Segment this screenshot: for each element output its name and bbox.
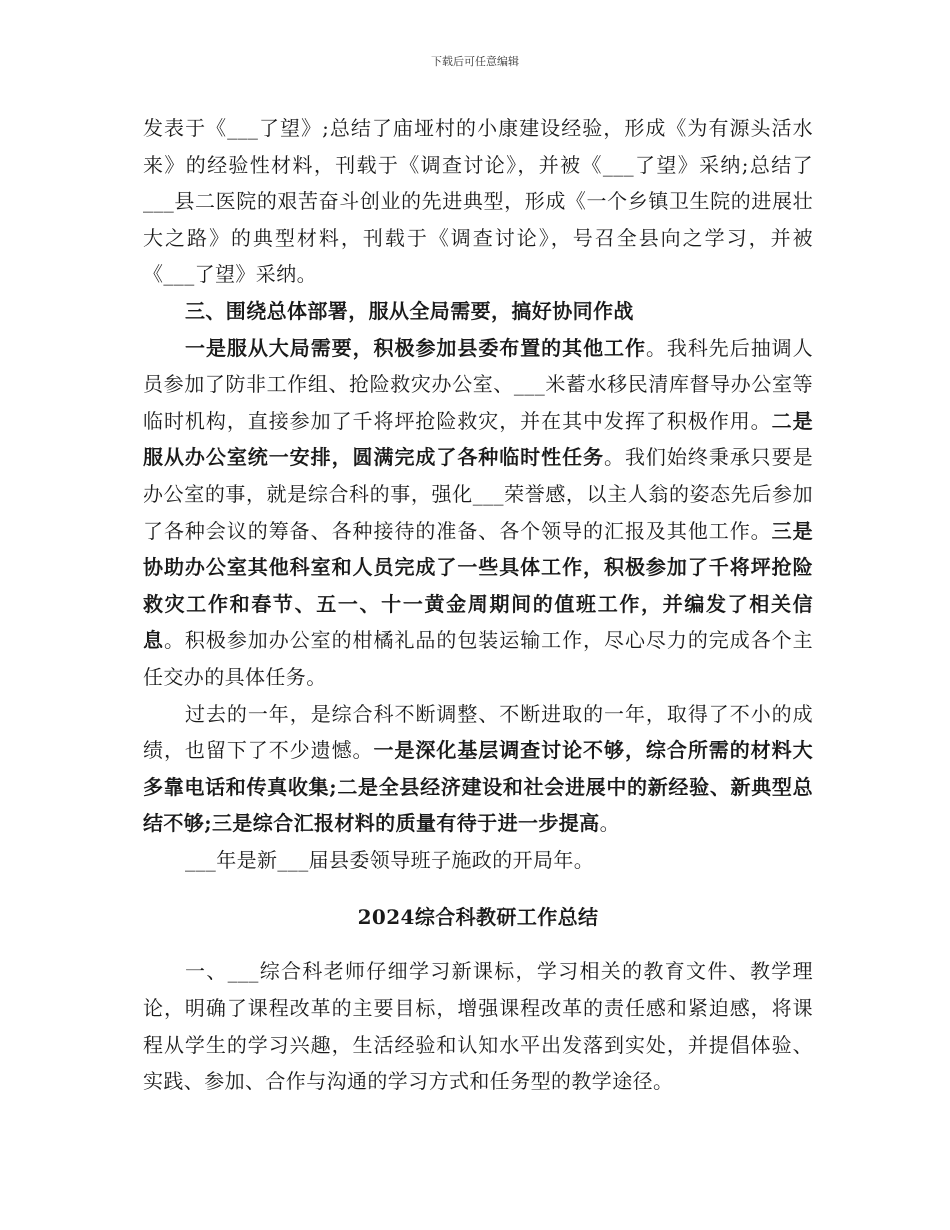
bold-point-1: 一是服从大局需要，积极参加县委布置的其他工作	[185, 335, 646, 360]
paragraph-new-year: ___年是新___届县委领导班子施政的开局年。	[185, 847, 595, 872]
paragraph-review	[143, 696, 813, 842]
paragraph-summary-continued: 发表于《___了望》;总结了庙垭村的小康建设经验，形成《为有源头活水来》的经验性材料，刊载于《调查讨论》，并被《___了望》采纳;总结了___县二医院的艰苦奋斗创业的先进典型，形成《一个乡镇卫生院的进展壮大之路》的典型材料，刊载于《调查讨论》，号召全县向之学习，并被《___了望》采纳。	[143, 116, 813, 287]
text-review-intro: 过去的一年，是综合科不断调整、不断进取的一年，取得了不小的成绩，也留下了不少遗憾。	[143, 701, 813, 763]
page-header-note: 下载后可任意编辑	[431, 55, 519, 68]
document-body	[143, 110, 813, 1100]
text-point-3: 。积极参加办公室的柑橘礼品的包装运输工作，尽心尽力的完成各个主任交办的具体任务。	[143, 628, 814, 689]
bold-point-2: 二是服从办公室统一安排，圆满完成了各种临时性任务	[143, 408, 813, 470]
bold-shortcomings: 一是深化基层调查讨论不够，综合所需的材料大多靠电话和传真收集;二是全县经济建设和社会进展中的新经验、新典型总结不够;三是综合汇报材料的质量有待于进一步提高	[143, 738, 813, 836]
document-title: 2024综合科教研工作总结	[357, 905, 599, 930]
paragraph-teaching-1: 一、___综合科老师仔细学习新课标，学习相关的教育文件、教学理论，明确了课程改革的主要目标，增强课程改革的责任感和紧迫感，将课程从学生的学习兴趣，生活经验和认知水平出发落到实处，并提倡体验、实践、参加、合作与沟通的学习方式和任务型的教学途径。	[143, 959, 813, 1094]
paragraph-section-3	[143, 330, 813, 696]
text-review-end: 。	[599, 811, 620, 836]
bold-point-3: 三是协助办公室其他科室和人员完成了一些具体工作，积极参加了千将坪抢险救灾工作和春节、五一、十一黄金周期间的值班工作，并编发了相关信息	[143, 518, 813, 653]
section-heading-3: 三、围绕总体部署，服从全局需要，搞好协同作战	[185, 298, 634, 323]
text-point-1: 。我科先后抽调人员参加了防非工作组、抢险救灾办公室、___米蓄水移民清库督导办公室等临时机构，直接参加了千将坪抢险救灾，并在其中发挥了积极作用。	[143, 335, 813, 433]
text-point-2: 。我们始终秉承只要是办公室的事，就是综合科的事，强化___荣誉感，以主人翁的姿态先后参加了各种会议的筹备、各种接待的准备、各个领导的汇报及其他工作。	[143, 445, 813, 543]
